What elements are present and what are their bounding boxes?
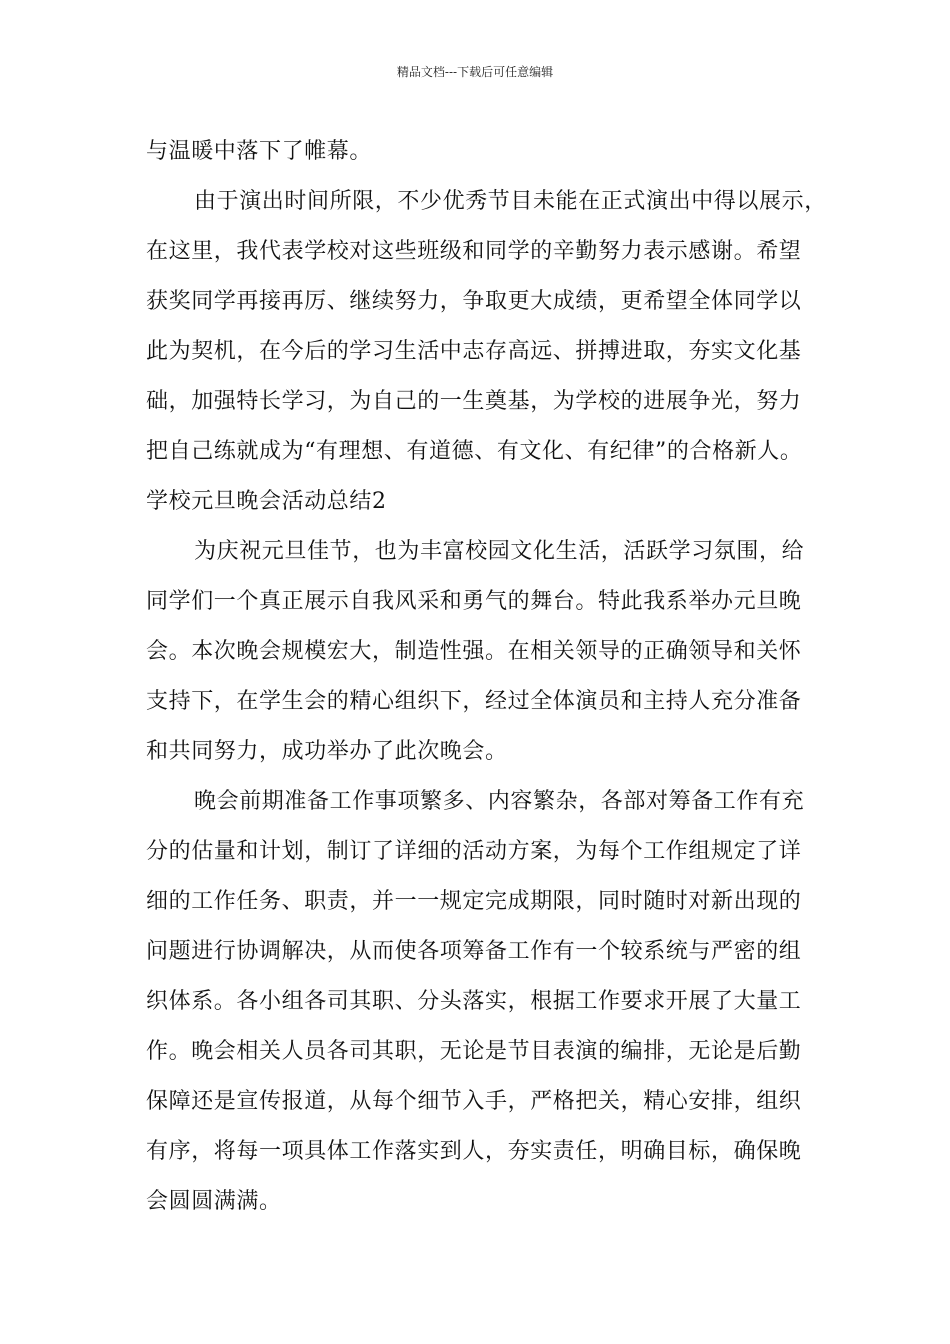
text-line: 有序，将每一项具体工作落实到人，夯实责任，明确目标，确保晚 [146,1139,802,1164]
text-line: 织体系。各小组各司其职、分头落实，根据工作要求开展了大量工 [146,989,802,1014]
text-line: 把自己练就成为“有理想、有道德、有文化、有纪律”的合格新人。 [146,439,803,464]
text-line: 同学们一个真正展示自我风采和勇气的舞台。特此我系举办元旦晚 [146,589,802,614]
text-line: 获奖同学再接再厉、继续努力，争取更大成绩，更希望全体同学以 [146,289,802,314]
text-line: 问题进行协调解决，从而使各项筹备工作有一个较系统与严密的组 [146,939,802,964]
text-line: 础，加强特长学习，为自己的一生奠基，为学校的进展争光，努力 [146,389,802,414]
page-header: 精品文档---下载后可任意编辑 [396,65,554,79]
section-heading: 学校元旦晚会活动总结2 [146,489,387,514]
text-line: 细的工作任务、职责，并一一规定完成期限，同时随时对新出现的 [146,889,802,914]
text-line: 分的估量和计划，制订了详细的活动方案，为每个工作组规定了详 [146,839,802,864]
text-line: 和共同努力，成功举办了此次晚会。 [146,739,508,764]
text-line: 会圆圆满满。 [146,1189,282,1214]
text-line: 作。晚会相关人员各司其职，无论是节目表演的编排，无论是后勤 [146,1039,802,1064]
text-line: 此为契机，在今后的学习生活中志存高远、拼搏进取，夯实文化基 [146,339,802,364]
text-line: 支持下，在学生会的精心组织下，经过全体演员和主持人充分准备 [146,689,802,714]
text-line: 晚会前期准备工作事项繁多、内容繁杂，各部对筹备工作有充 [194,789,805,814]
text-line: 在这里，我代表学校对这些班级和同学的辛勤努力表示感谢。希望 [146,239,802,264]
text-line: 保障还是宣传报道，从每个细节入手，严格把关，精心安排，组织 [146,1089,802,1114]
document-body [146,127,826,1227]
text-line: 会。本次晚会规模宏大，制造性强。在相关领导的正确领导和关怀 [146,639,802,664]
text-line: 为庆祝元旦佳节，也为丰富校园文化生活，活跃学习氛围，给 [194,539,805,564]
text-line: 由于演出时间所限，不少优秀节目未能在正式演出中得以展示， [194,189,827,214]
text-line: 与温暖中落下了帷幕。 [146,139,373,164]
